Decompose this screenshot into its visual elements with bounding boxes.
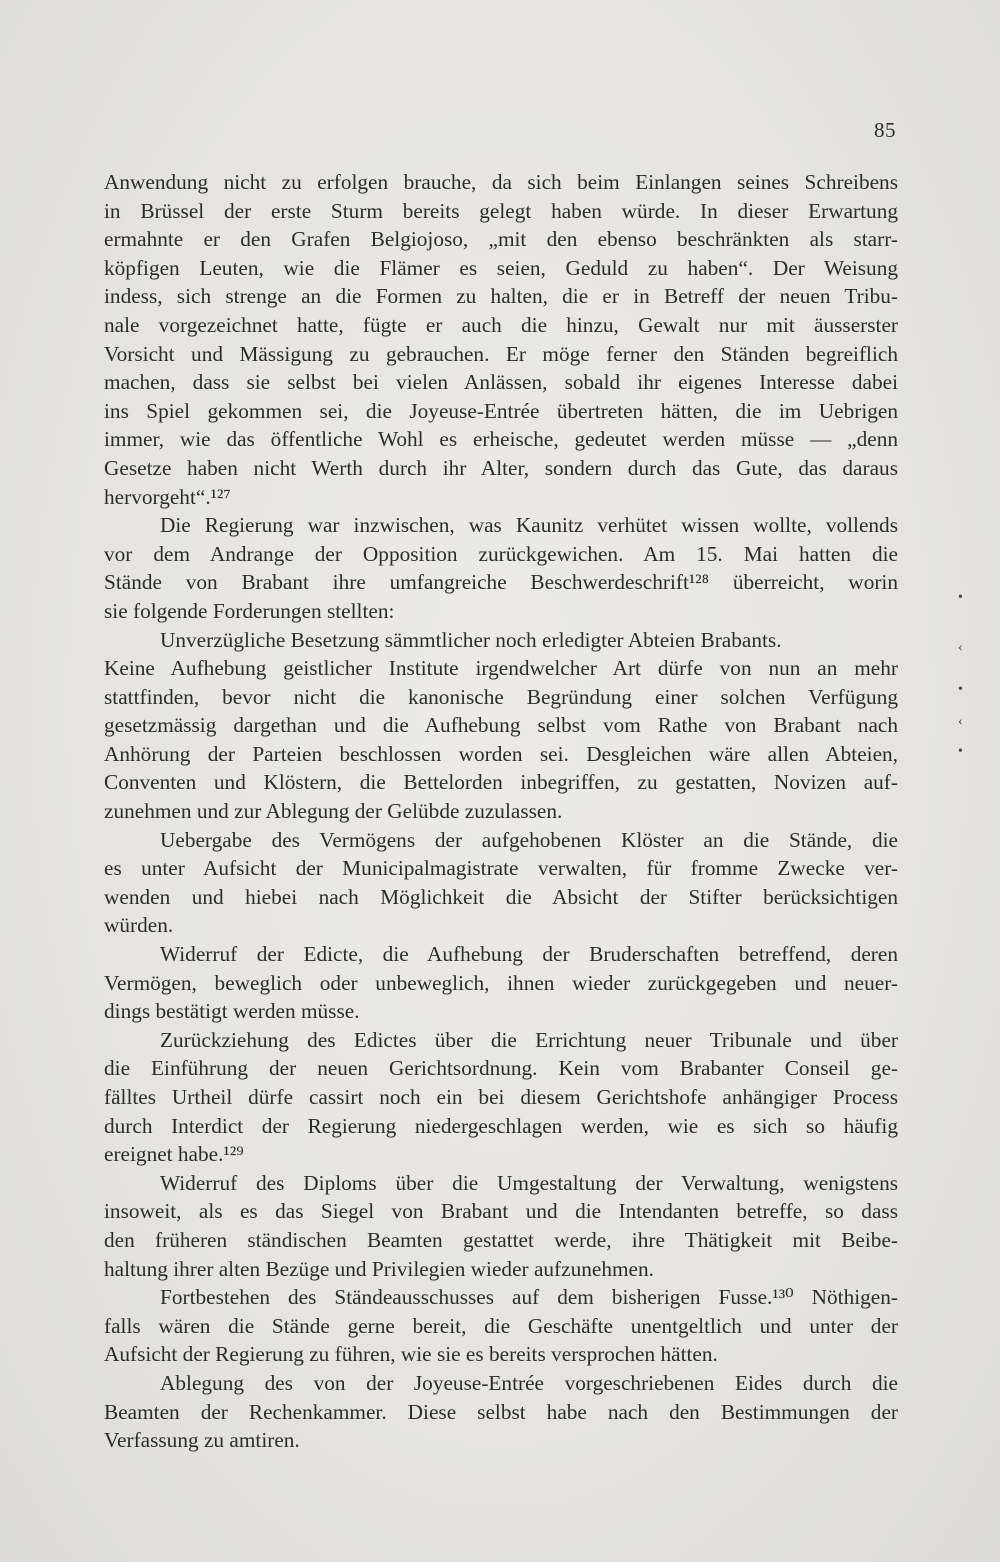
text-line: Beamten der Rechenkammer. Diese selbst habe nach den Bestimmungen der — [104, 1399, 898, 1424]
text-line: es unter Aufsicht der Municipalmagistrate verwalten, für fromme Zwecke ver- — [104, 856, 898, 881]
body-text — [104, 168, 898, 1455]
text-line: ereignet habe.¹²⁹ — [104, 1142, 244, 1167]
margin-mark: ‹ — [958, 714, 963, 729]
text-line: sie folgende Forderungen stellten: — [104, 598, 395, 623]
text-line: Die Regierung war inzwischen, was Kaunitz verhütet wissen wollte, vollends — [160, 513, 898, 538]
margin-mark: • — [958, 682, 963, 697]
text-line: dings bestätigt werden müsse. — [104, 999, 360, 1024]
text-line: den früheren ständischen Beamten gestattet werde, ihre Thätigkeit mit Beibe- — [104, 1227, 898, 1252]
text-line: Anhörung der Parteien beschlossen worden sei. Desgleichen wäre allen Abteien, — [104, 741, 898, 766]
text-line: ermahnte er den Grafen Belgiojoso, „mit den ebenso beschränkten als starr- — [104, 227, 898, 252]
text-line: haltung ihrer alten Bezüge und Privilegien wieder aufzunehmen. — [104, 1256, 654, 1281]
text-line: Widerruf der Edicte, die Aufhebung der Bruderschaften betreffend, deren — [160, 942, 898, 967]
text-line: Widerruf des Diploms über die Umgestaltung der Verwaltung, wenigstens — [160, 1170, 898, 1195]
text-line: fälltes Urtheil dürfe cassirt noch ein bei diesem Gerichtshofe anhängiger Process — [104, 1085, 898, 1109]
text-line: Uebergabe des Vermögens der aufgehobenen Klöster an die Stände, die — [160, 827, 898, 852]
text-line: durch Interdict der Regierung niedergeschlagen werden, wie es sich so häufig — [104, 1113, 898, 1138]
text-line: hervorgeht“.¹²⁷ — [104, 484, 231, 509]
text-line: Verfassung zu amtiren. — [104, 1428, 300, 1453]
text-line: Conventen und Klöstern, die Bettelorden inbegriffen, zu gestatten, Novizen auf- — [104, 770, 898, 795]
text-line: Unverzügliche Besetzung sämmtlicher noch erledigter Abteien Brabants. — [160, 627, 782, 652]
page-number: 85 — [874, 118, 896, 142]
text-line: Keine Aufhebung geistlicher Institute irgendwelcher Art dürfe von nun an mehr — [104, 656, 898, 681]
margin-mark: • — [958, 744, 963, 759]
text-line: falls wären die Stände gerne bereit, die Geschäfte unentgeltlich und unter der — [104, 1313, 898, 1338]
text-line: würden. — [104, 913, 174, 938]
text-line: Stände von Brabant ihre umfangreiche Beschwerdeschrift¹²⁸ überreicht, worin — [104, 570, 898, 595]
text-line: stattfinden, bevor nicht die kanonische Begründung einer solchen Verfügung — [104, 684, 898, 709]
text-line: insoweit, als es das Siegel von Brabant und die Intendanten betreffe, so dass — [104, 1199, 898, 1224]
text-line: machen, dass sie selbst bei vielen Anlässen, sobald ihr eigenes Interesse dabei — [104, 370, 898, 395]
text-line: Gesetze haben nicht Werth durch ihr Alter, sondern durch das Gute, das daraus — [104, 455, 898, 480]
text-line: gesetzmässig dargethan und die Aufhebung selbst vom Rathe von Brabant nach — [104, 713, 898, 738]
margin-mark: ‹ — [958, 640, 963, 655]
text-line: zunehmen und zur Ablegung der Gelübde zuzulassen. — [104, 799, 563, 824]
text-line: Vermögen, beweglich oder unbeweglich, ihnen wieder zurückgegeben und neuer- — [104, 970, 898, 995]
text-line: vor dem Andrange der Opposition zurückgewichen. Am 15. Mai hatten die — [104, 541, 898, 566]
text-line: Fortbestehen des Ständeausschusses auf dem bisherigen Fusse.¹³⁰ Nöthigen- — [160, 1285, 898, 1310]
text-line: Aufsicht der Regierung zu führen, wie sie es bereits versprochen hätten. — [104, 1342, 718, 1367]
text-line: Ablegung des von der Joyeuse-Entrée vorgeschriebenen Eides durch die — [160, 1370, 898, 1395]
text-line: die Einführung der neuen Gerichtsordnung. Kein vom Brabanter Conseil ge- — [104, 1056, 898, 1081]
text-line: in Brüssel der erste Sturm bereits gelegt haben würde. In dieser Erwartung — [104, 198, 898, 223]
text-line: indess, sich strenge an die Formen zu halten, die er in Betreff der neuen Tribu- — [104, 284, 898, 309]
text-line: Vorsicht und Mässigung zu gebrauchen. Er möge ferner den Ständen begreiflich — [104, 341, 898, 366]
margin-mark: • — [958, 590, 963, 605]
text-line: Zurückziehung des Edictes über die Errichtung neuer Tribunale und über — [160, 1027, 898, 1052]
text-line: wenden und hiebei nach Möglichkeit die Absicht der Stifter berücksichtigen — [104, 884, 898, 909]
text-line: Anwendung nicht zu erfolgen brauche, da sich beim Einlangen seines Schreibens — [104, 170, 898, 194]
text-line: immer, wie das öffentliche Wohl es erheische, gedeutet werden müsse — „denn — [104, 427, 898, 452]
text-line: nale vorgezeichnet hatte, fügte er auch die hinzu, Gewalt nur mit äusserster — [104, 312, 898, 337]
text-line: köpfigen Leuten, wie die Flämer es seien, Geduld zu haben“. Der Weisung — [104, 255, 898, 280]
text-line: ins Spiel gekommen sei, die Joyeuse-Entrée übertreten hätten, die im Uebrigen — [104, 398, 898, 423]
